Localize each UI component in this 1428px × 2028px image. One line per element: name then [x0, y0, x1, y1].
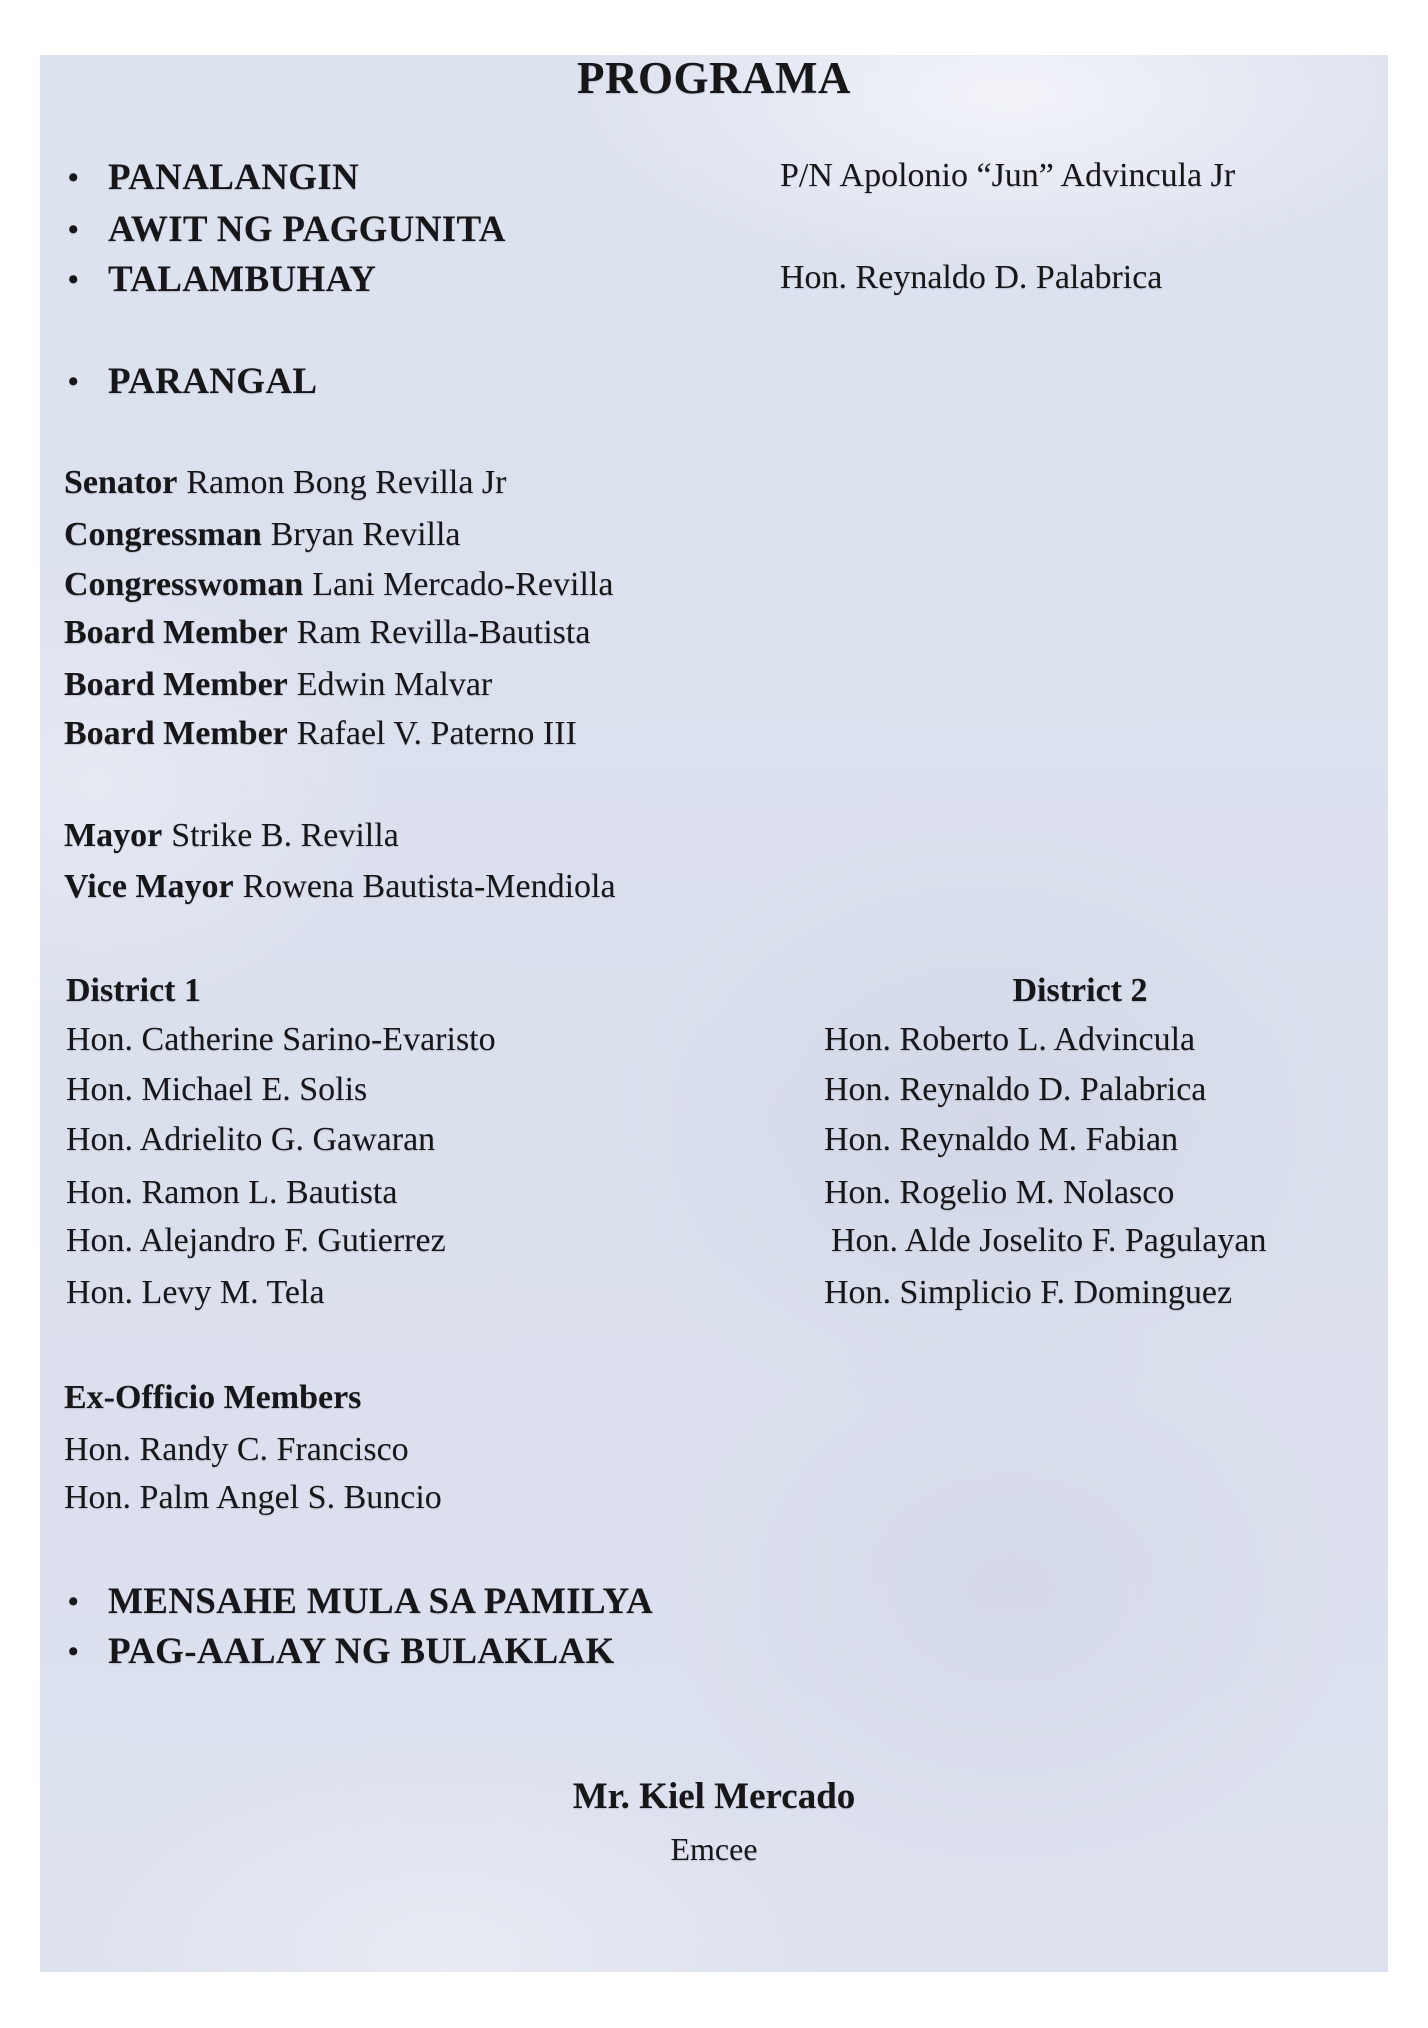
emcee-name: Mr. Kiel Mercado	[572, 1776, 856, 1817]
district1-member: Hon. Michael E. Solis	[66, 1071, 368, 1108]
honoree-role: Vice Mayor	[64, 868, 234, 905]
district1-member: Hon. Catherine Sarino-Evaristo	[66, 1021, 496, 1058]
honoree-name: Lani Mercado-Revilla	[312, 566, 614, 603]
program-item-talambuhay	[68, 258, 376, 302]
honoree-row	[64, 816, 399, 856]
bullet-icon: •	[68, 263, 79, 296]
program-item-panalangin	[68, 156, 359, 200]
program-item-label: PAG-AALAY NG BULAKLAK	[108, 1631, 615, 1672]
honoree-role: Congresswoman	[64, 566, 304, 603]
program-item-label: PARANGAL	[108, 361, 318, 402]
program-item-parangal	[68, 360, 317, 404]
programa-sheet	[40, 55, 1388, 1972]
bullet-icon: •	[68, 1585, 79, 1618]
district2-member: Hon. Reynaldo D. Palabrica	[824, 1071, 1207, 1108]
district1-member: Hon. Alejandro F. Gutierrez	[66, 1222, 446, 1259]
honoree-row	[64, 665, 492, 705]
program-item-label: AWIT NG PAGGUNITA	[108, 209, 506, 250]
program-item-person: Hon. Reynaldo D. Palabrica	[780, 259, 1163, 296]
district2-member: Hon. Simplicio F. Dominguez	[824, 1274, 1233, 1311]
honoree-role: Mayor	[64, 817, 163, 854]
honoree-row	[64, 515, 461, 555]
emcee-role: Emcee	[670, 1831, 758, 1867]
honoree-row	[64, 463, 506, 503]
honoree-role: Board Member	[64, 614, 288, 651]
district2-heading: District 2	[1012, 972, 1148, 1009]
bullet-icon: •	[68, 161, 79, 194]
program-item-label: MENSAHE MULA SA PAMILYA	[108, 1581, 654, 1622]
ex-officio-member: Hon. Randy C. Francisco	[64, 1431, 409, 1468]
honoree-role: Board Member	[64, 715, 288, 752]
ex-officio-member: Hon. Palm Angel S. Buncio	[64, 1479, 442, 1516]
honoree-role: Board Member	[64, 666, 288, 703]
honoree-name: Rowena Bautista-Mendiola	[242, 868, 616, 905]
district1-member: Hon. Adrielito G. Gawaran	[66, 1121, 436, 1158]
district2-member: Hon. Rogelio M. Nolasco	[824, 1174, 1175, 1211]
honoree-name: Bryan Revilla	[270, 516, 461, 553]
ex-officio-heading: Ex-Officio Members	[64, 1379, 362, 1416]
honoree-role: Senator	[64, 464, 178, 501]
bullet-icon: •	[68, 213, 79, 246]
honoree-name: Ram Revilla-Bautista	[296, 614, 591, 651]
district1-member: Hon. Levy M. Tela	[66, 1274, 325, 1311]
district1-member: Hon. Ramon L. Bautista	[66, 1174, 398, 1211]
program-item-mensahe	[68, 1580, 653, 1624]
program-item-person: P/N Apolonio “Jun” Advincula Jr	[780, 157, 1236, 194]
district2-member: Hon. Reynaldo M. Fabian	[824, 1121, 1179, 1158]
program-item-awit	[68, 208, 506, 252]
page-title: PROGRAMA	[577, 53, 851, 103]
bullet-icon: •	[68, 365, 79, 398]
bullet-icon: •	[68, 1635, 79, 1668]
honoree-row	[64, 565, 613, 605]
program-item-label: PANALANGIN	[108, 157, 360, 198]
honoree-row	[64, 714, 577, 754]
honoree-role: Congressman	[64, 516, 262, 553]
honoree-name: Edwin Malvar	[296, 666, 493, 703]
honoree-name: Rafael V. Paterno III	[296, 715, 577, 752]
district2-member: Hon. Alde Joselito F. Pagulayan	[831, 1222, 1267, 1259]
district2-member: Hon. Roberto L. Advincula	[824, 1021, 1196, 1058]
honoree-row	[64, 867, 616, 907]
honoree-row	[64, 613, 590, 653]
honoree-name: Strike B. Revilla	[171, 817, 399, 854]
program-item-pagaalay	[68, 1630, 615, 1674]
honoree-name: Ramon Bong Revilla Jr	[186, 464, 507, 501]
program-item-label: TALAMBUHAY	[108, 259, 377, 300]
district1-heading: District 1	[66, 972, 202, 1009]
